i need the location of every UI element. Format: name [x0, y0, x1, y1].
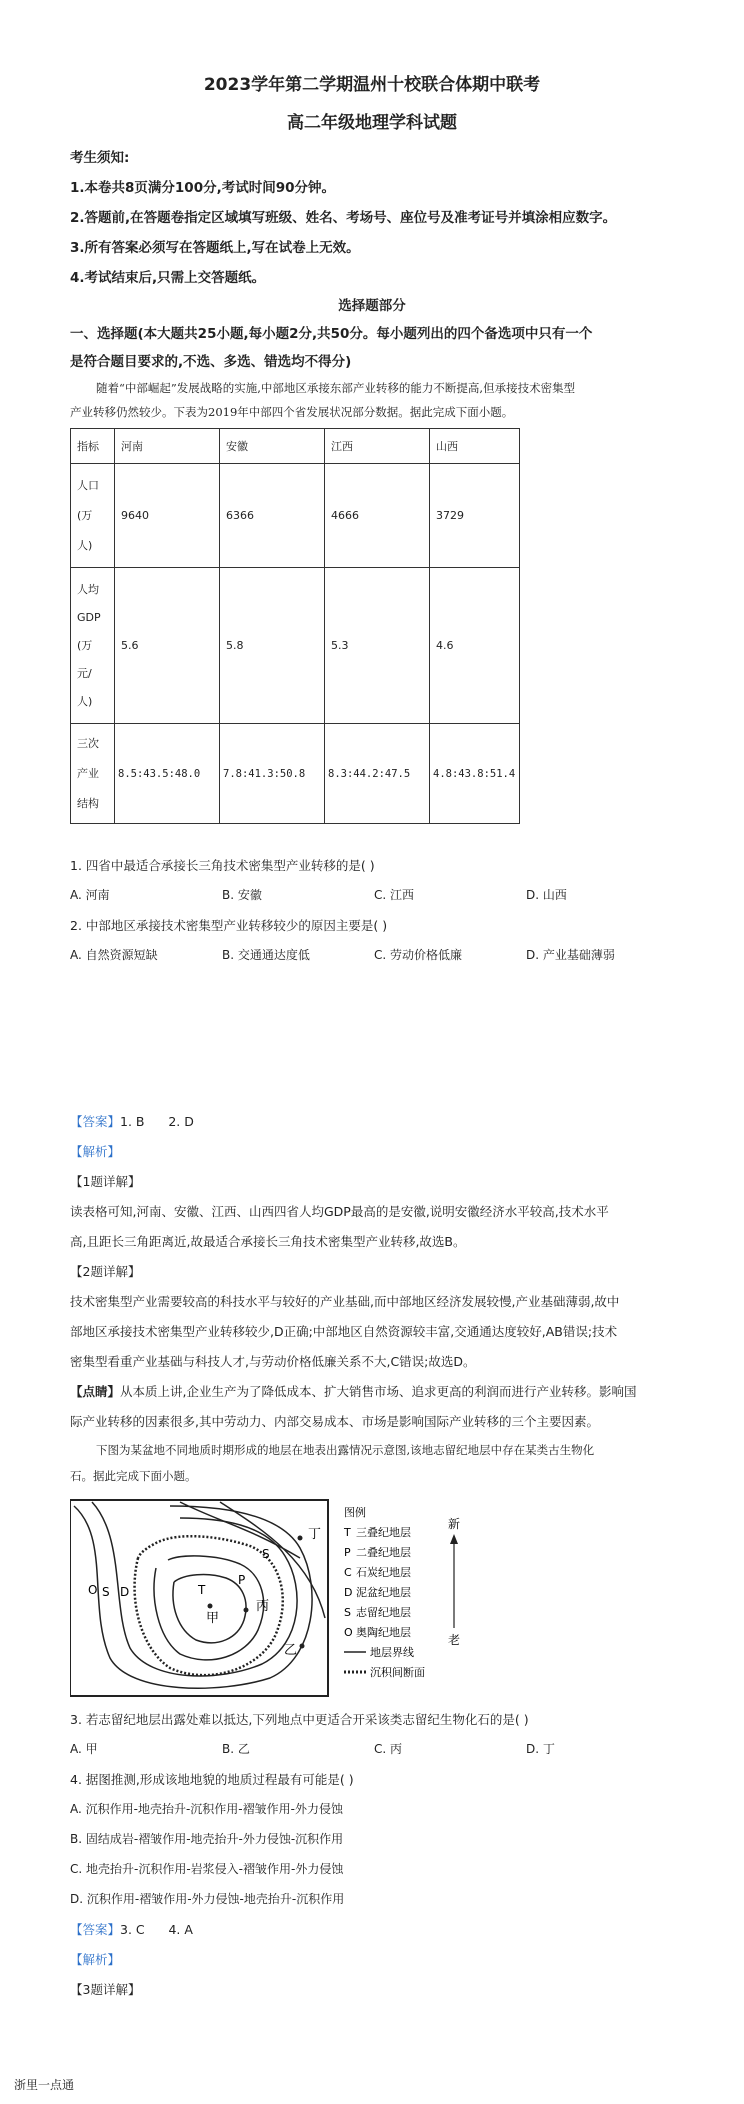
option-a: A. 沉积作用-地壳抬升-沉积作用-褶皱作用-外力侵蚀	[70, 1802, 343, 1816]
row-label-part: 人均	[77, 582, 99, 596]
section-instruction: 是符合题目要求的,不选、多选、错选均不得分)	[70, 354, 352, 370]
table-row	[71, 568, 520, 724]
analysis-label: 【解析】	[70, 1144, 121, 1159]
age-old-label: 老	[448, 1633, 461, 1647]
table-cell: 7.8:41.3:50.8	[220, 724, 325, 824]
table-row	[71, 724, 520, 824]
table-cell: 9640	[115, 464, 220, 568]
point-ding	[298, 1536, 303, 1541]
detail-text: 密集型看重产业基础与科技人才,与劳动价格低廉关系不大,C错误;故选D。	[70, 1354, 476, 1369]
legend-code: C	[344, 1566, 352, 1579]
exam-subtitle: 高二年级地理学科试题	[287, 113, 457, 133]
legend-name: 二叠纪地层	[356, 1546, 411, 1559]
detail-label: 【1题详解】	[70, 1174, 141, 1189]
question-stem: 1. 四省中最适合承接长三角技术密集型产业转移的是( )	[70, 858, 375, 873]
table-header-cell: 河南	[115, 429, 220, 464]
table-row	[71, 464, 520, 568]
exam-title: 2023学年第二学期温州十校联合体期中联考	[203, 75, 541, 95]
detail-text: 高,且距长三角距离近,故最适合承接长三角技术密集型产业转移,故选B。	[70, 1234, 466, 1249]
footer-watermark: 浙里一点通	[14, 2078, 75, 2092]
section-instruction: 一、选择题(本大题共25小题,每小题2分,共50分。每小题列出的四个备选项中只有一个	[70, 326, 593, 342]
age-arrow-head	[450, 1534, 458, 1544]
detail-text: 读表格可知,河南、安徽、江西、山西四省人均GDP最高的是安徽,说明安徽经济水平较高,技术水平	[70, 1204, 609, 1219]
tip-text: 际产业转移的因素很多,其中劳动力、内部交易成本、市场是影响国际产业转移的三个主要因素。	[70, 1414, 599, 1429]
table-cell: 4666	[325, 464, 430, 568]
point-yi	[300, 1644, 305, 1649]
notice-heading: 考生须知:	[70, 150, 130, 166]
option-c: C. 丙	[374, 1742, 403, 1756]
detail-label: 【3题详解】	[70, 1982, 141, 1997]
question-stem: 2. 中部地区承接技术密集型产业转移较少的原因主要是( )	[70, 918, 388, 933]
option-b: B. 固结成岩-褶皱作用-地壳抬升-外力侵蚀-沉积作用	[70, 1832, 344, 1846]
legend-name: 石炭纪地层	[356, 1566, 411, 1579]
table-cell: 8.5:43.5:48.0	[115, 724, 220, 824]
answer-label: 【答案】	[70, 1922, 121, 1937]
material-text: 产业转移仍然较少。下表为2019年中部四个省发展状况部分数据。据此完成下面小题。	[70, 405, 514, 419]
table-header-cell: 江西	[325, 429, 430, 464]
option-c: C. 劳动价格低廉	[374, 948, 463, 962]
material-text: 随着“中部崛起”发展战略的实施,中部地区承接东部产业转移的能力不断提高,但承接技术密集型	[96, 381, 576, 395]
strata-boundary	[180, 1502, 300, 1558]
row-label	[71, 568, 115, 724]
row-label	[71, 724, 115, 824]
legend-name: 三叠纪地层	[356, 1526, 411, 1539]
table-cell: 4.8:43.8:51.4	[430, 724, 520, 824]
strata-label-S2: S	[262, 1547, 270, 1561]
material-text: 下图为某盆地不同地质时期形成的地层在地表出露情况示意图,该地志留纪地层中存在某类古生物化	[96, 1443, 595, 1457]
point-jia	[208, 1604, 213, 1609]
strata-label-T: T	[198, 1583, 206, 1597]
table-cell: 5.6	[115, 568, 220, 724]
row-label-part: 结构	[77, 796, 99, 810]
option-a: A. 河南	[70, 888, 110, 902]
answer-line	[70, 1112, 194, 1130]
answer-line	[70, 1920, 193, 1938]
legend-code: O	[344, 1626, 353, 1639]
row-label-part: 人)	[77, 538, 93, 552]
notice-item: 1.本卷共8页满分100分,考试时间90分钟。	[70, 180, 336, 196]
strata-label-O: O	[88, 1583, 98, 1597]
legend-code: S	[344, 1606, 351, 1619]
table-cell: 4.6	[430, 568, 520, 724]
table-header-cell: 指标	[71, 429, 115, 464]
option-d: D. 沉积作用-褶皱作用-外力侵蚀-地壳抬升-沉积作用	[70, 1892, 345, 1906]
option-b: B. 安徽	[222, 888, 262, 902]
place-bing: 丙	[256, 1599, 270, 1614]
detail-label: 【2题详解】	[70, 1264, 141, 1279]
tip-text: 从本质上讲,企业生产为了降低成本、扩大销售市场、追求更高的利润而进行产业转移。影响国	[120, 1384, 637, 1399]
detail-text: 部地区承接技术密集型产业转移较少,D正确;中部地区自然资源较丰富,交通通达度较好,AB错误;技术	[70, 1324, 618, 1339]
answer-label: 【答案】	[70, 1114, 121, 1129]
table-cell: 6366	[220, 464, 325, 568]
legend-code: T	[344, 1526, 351, 1539]
strata-boundary	[220, 1502, 325, 1618]
row-label-part: GDP	[77, 610, 101, 624]
row-label-part: (万	[77, 638, 93, 652]
notice-item: 3.所有答案必须写在答题纸上,写在试卷上无效。	[70, 240, 360, 256]
strata-label-D: D	[120, 1585, 130, 1599]
strata-label-P: P	[238, 1573, 246, 1587]
legend-name: 奥陶纪地层	[356, 1626, 411, 1639]
table-header-cell: 安徽	[220, 429, 325, 464]
row-label-part: 人)	[77, 694, 93, 708]
legend-code: P	[344, 1546, 351, 1559]
strata-boundary	[173, 1575, 246, 1643]
table-cell: 5.8	[220, 568, 325, 724]
age-new-label: 新	[448, 1517, 461, 1531]
row-label-part: 人口	[77, 478, 99, 492]
legend-title: 图例	[344, 1506, 366, 1519]
option-d: D. 产业基础薄弱	[526, 948, 615, 962]
strata-label-S: S	[102, 1585, 110, 1599]
table-header-cell: 山西	[430, 429, 520, 464]
table-cell: 5.3	[325, 568, 430, 724]
option-b: B. 乙	[222, 1742, 250, 1756]
table-cell: 3729	[430, 464, 520, 568]
place-yi: 乙	[284, 1643, 298, 1658]
place-ding: 丁	[308, 1527, 322, 1542]
notice-item: 4.考试结束后,只需上交答题纸。	[70, 270, 266, 286]
answer-text: 1. B 2. D	[120, 1114, 194, 1129]
option-b: B. 交通通达度低	[222, 948, 310, 962]
legend-code: D	[344, 1586, 353, 1599]
material-text: 石。据此完成下面小题。	[70, 1469, 197, 1483]
row-label	[71, 464, 115, 568]
option-d: D. 山西	[526, 888, 567, 902]
notice-item: 2.答题前,在答题卷指定区域填写班级、姓名、考场号、座位号及准考证号并填涂相应数字。	[70, 210, 617, 226]
table-header-row	[71, 429, 520, 464]
option-a: A. 甲	[70, 1742, 98, 1756]
legend-name: 志留纪地层	[356, 1606, 411, 1619]
analysis-label: 【解析】	[70, 1952, 121, 1967]
option-c: C. 地壳抬升-沉积作用-岩浆侵入-褶皱作用-外力侵蚀	[70, 1862, 344, 1876]
answer-text: 3. C 4. A	[120, 1922, 193, 1937]
table-cell: 8.3:44.2:47.5	[325, 724, 430, 824]
detail-text: 技术密集型产业需要较高的科技水平与较好的产业基础,而中部地区经济发展较慢,产业基础薄弱,故中	[70, 1294, 620, 1309]
province-data-table	[70, 428, 520, 824]
question-stem: 4. 据图推测,形成该地地貌的地质过程最有可能是( )	[70, 1772, 354, 1787]
place-jia: 甲	[206, 1611, 220, 1626]
geology-map	[70, 1498, 470, 1698]
question-stem: 3. 若志留纪地层出露处难以抵达,下列地点中更适合开采该类志留纪生物化石的是( )	[70, 1712, 529, 1727]
option-a: A. 自然资源短缺	[70, 948, 158, 962]
row-label-part: 三次	[77, 736, 99, 750]
section-title: 选择题部分	[338, 298, 406, 314]
tip-line	[70, 1382, 637, 1400]
option-d: D. 丁	[526, 1742, 555, 1756]
tip-label: 【点睛】	[70, 1384, 121, 1399]
point-bing	[244, 1608, 249, 1613]
row-label-part: 元/	[77, 666, 92, 680]
row-label-part: 产业	[77, 766, 99, 780]
legend-name: 泥盆纪地层	[356, 1586, 411, 1599]
legend-boundary-label: 地层界线	[370, 1646, 414, 1659]
row-label-part: (万	[77, 508, 93, 522]
option-c: C. 江西	[374, 888, 415, 902]
legend-unconformity-label: 沉积间断面	[370, 1666, 425, 1679]
